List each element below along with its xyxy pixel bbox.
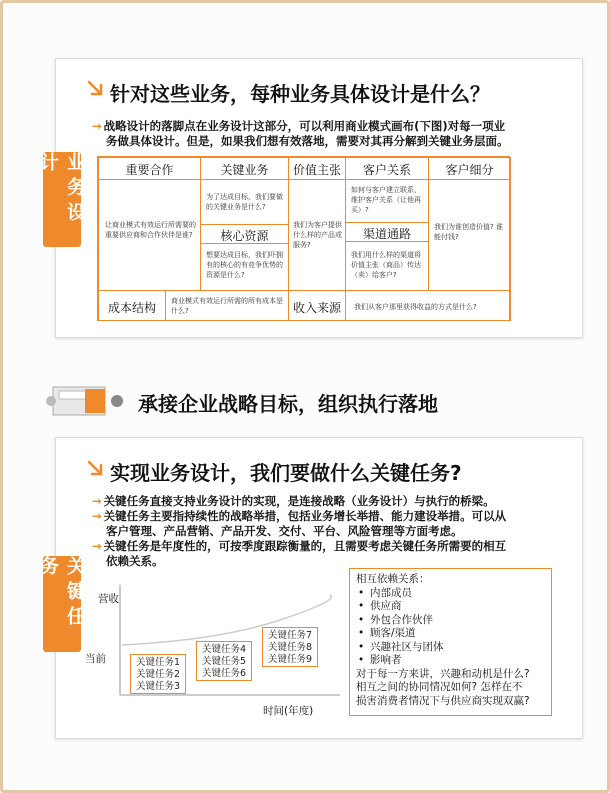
arrow-down-right-icon [86, 458, 106, 478]
list-item: • 顾客/渠道 [356, 627, 545, 641]
side-tag-key-tasks: 关键任务 [43, 556, 81, 652]
side-tag-business-design: 业务设计 [43, 152, 81, 247]
task-group-2: 关键任务4 关键任务5 关键任务6 [196, 641, 252, 681]
list-item: • 影响者 [356, 654, 545, 668]
list-item: • 供应商 [356, 600, 545, 614]
canvas-activities-resources: 关键业务 为了达成目标，我们要做的关键业务是什么? 核心资源 想要达成目标，我们吓拥有的核心的有竞争优势的资源是什么? [200, 157, 289, 291]
section-heading: 承接企业战略目标，组织执行落地 [138, 392, 438, 416]
task-group-3: 关键任务7 关键任务8 关键任务9 [262, 627, 318, 667]
canvas-segments: 客户细分 我们为谁创造价值? 谁能付钱? [428, 157, 511, 291]
canvas-cost-desc: 商业模式有效运行所需的所有成本是什么? [165, 290, 289, 321]
x-axis-label: 时间(年度) [263, 705, 314, 717]
dependencies-note: 损害消费者情况下与供应商实现双赢? [356, 694, 530, 707]
section2-title: 实现业务设计，我们要做什么关键任务? [110, 461, 462, 485]
section1-title: 针对这些业务，每种业务具体设计是什么？ [110, 82, 490, 106]
arrow-down-right-icon [86, 78, 106, 98]
section1-intro: → 战略设计的落脚点在业务设计这部分，可以利用商业模式画布(下图)对每一项业 务做具体设计。但是，如果我们想有效落地，需要对其再分解到关键业务层面。 [92, 119, 509, 148]
canvas-revenue-desc: 我们从客户那里获得收益的方式是什么? [345, 290, 511, 321]
dependencies-title: 相互依赖关系： [356, 573, 430, 585]
dependencies-note: 对于每一方来讲，兴趣和动机是什么? [356, 667, 530, 680]
section-banner-icon [45, 383, 125, 419]
dependencies-box [349, 568, 552, 716]
dependencies-list [356, 587, 545, 668]
canvas-partners: 重要合作 让商业模式有效运行所需要的重要供应商和合作伙伴是谁? [98, 157, 201, 291]
canvas-revenue-label: 收入来源 [288, 290, 346, 321]
business-model-canvas [97, 156, 510, 321]
list-item: • 兴趣社区与团体 [356, 641, 545, 655]
list-item: • 外包合作伙伴 [356, 614, 545, 628]
y-axis-start-label: 当前 [85, 653, 106, 665]
canvas-cost-label: 成本结构 [98, 290, 166, 321]
y-axis-label: 营收 [98, 593, 119, 605]
list-item: • 内部成员 [356, 587, 545, 601]
canvas-value: 价值主张 我们为客户提供什么样的产品或服务? [288, 157, 346, 291]
canvas-relations-channels: 客户关系 如何与客户建立联系，维护客户关系（让他再买）? 渠道通路 我们用什么样的渠道将价值主张（商品）传达（卖）给客户? [345, 157, 429, 291]
section2-bullets: → 关键任务直接支持业务设计的实现，是连接战略（业务设计）与执行的桥梁。 → 关键任务主要指持续性的战略举措，包括业务增长举措、能力建设举措。可以从 客户管理、产品营销、产品开发、交付、平台、风险管理等方面考虑。 → 关键任务是年度性的，可按季度跟踪衡量的，且需要考虑关键任务所需要的相互 依赖关系。 [92, 494, 507, 568]
dependencies-note: 相互之间的协同情况如何? 怎样在不 [356, 681, 523, 693]
task-group-1: 关键任务1 关键任务2 关键任务3 [130, 654, 186, 694]
